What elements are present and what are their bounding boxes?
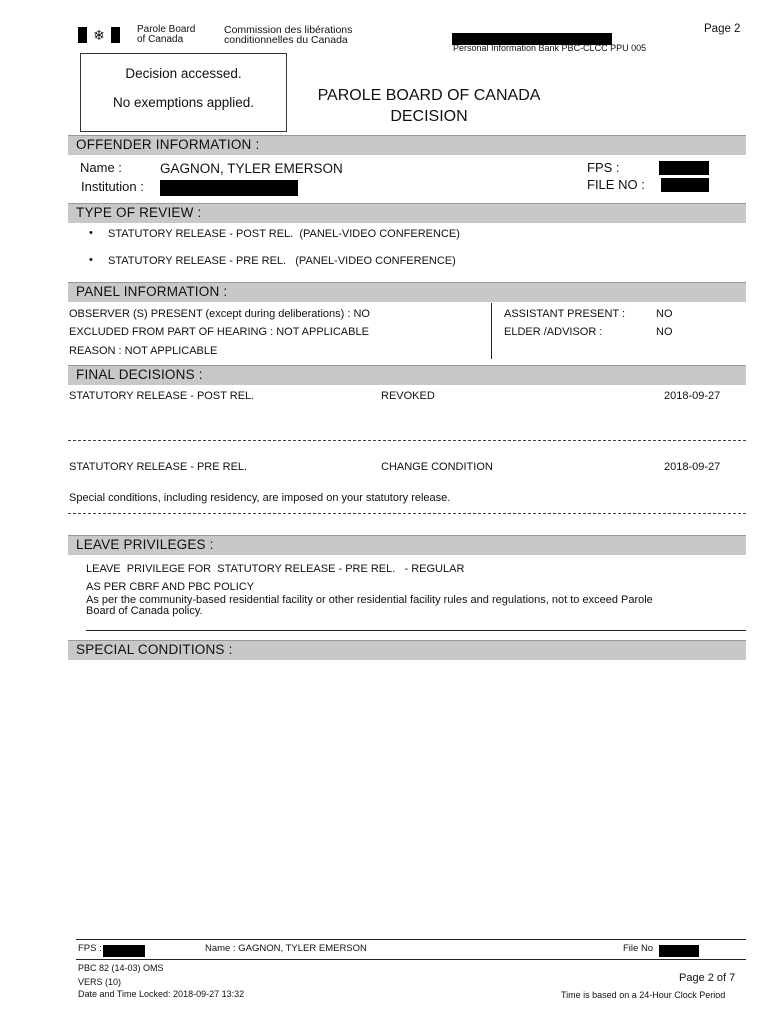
footer-file-label: File No — [623, 943, 654, 954]
redaction-file-no — [661, 178, 709, 192]
final-section-header: FINAL DECISIONS : — [68, 365, 746, 385]
observer-text: OBSERVER (S) PRESENT (except during deliberations) : NO — [69, 308, 370, 320]
leave-line-4: Board of Canada policy. — [86, 605, 203, 617]
pib-text: Personal Information Bank PBC-CLCC PPU 005 — [453, 43, 647, 53]
footer-form: PBC 82 (14-03) OMS — [78, 963, 164, 973]
decision-2-result: CHANGE CONDITION — [381, 461, 493, 473]
name-label: Name : — [80, 160, 122, 175]
decision-1-date: 2018-09-27 — [664, 390, 721, 402]
panel-section-header: PANEL INFORMATION : — [68, 282, 746, 302]
assistant-value: NO — [656, 308, 673, 320]
dashed-separator — [68, 440, 746, 441]
elder-label: ELDER /ADVISOR : — [504, 326, 603, 338]
dashed-separator — [68, 513, 746, 514]
review-item-2: STATUTORY RELEASE - PRE REL. (PANEL-VIDEO CONFERENCE) — [108, 255, 456, 267]
footer-locked: Date and Time Locked: 2018-09-27 13:32 — [78, 989, 245, 999]
access-stamp — [80, 53, 287, 132]
redaction-institution — [160, 180, 298, 196]
page-label: Page 2 — [704, 23, 741, 35]
fps-label: FPS : — [587, 160, 620, 175]
institution-label: Institution : — [81, 179, 144, 194]
footer-fps-label: FPS : — [78, 943, 102, 954]
maple-leaf-icon: ❄ — [93, 27, 105, 43]
offender-name: GAGNON, TYLER EMERSON — [160, 161, 343, 176]
panel-divider — [491, 303, 492, 359]
review-section-header: TYPE OF REVIEW : — [68, 203, 746, 223]
offender-section-header: OFFENDER INFORMATION : — [68, 135, 746, 155]
footer-page: Page 2 of 7 — [679, 972, 736, 984]
footer-vers: VERS (10) — [78, 977, 122, 987]
footer-clock: Time is based on a 24-Hour Clock Period — [561, 990, 726, 1000]
special-section-header: SPECIAL CONDITIONS : — [68, 640, 746, 660]
leave-section-header: LEAVE PRIVILEGES : — [68, 535, 746, 555]
leave-separator — [86, 630, 746, 631]
decision-2-type: STATUTORY RELEASE - PRE REL. — [69, 461, 248, 473]
review-bullet-2: • — [89, 254, 93, 266]
leave-line-3: As per the community-based residential facility or other residential facility rules and regulations, not to exceed Parole — [86, 594, 653, 606]
redaction-footer-fps — [103, 945, 145, 957]
excluded-text: EXCLUDED FROM PART OF HEARING : NOT APPLICABLE — [69, 326, 369, 338]
leave-line-1: LEAVE PRIVILEGE FOR STATUTORY RELEASE - PRE REL. - REGULAR — [86, 563, 465, 575]
file-no-label: FILE NO : — [587, 177, 645, 192]
document-title: PAROLE BOARD OF CANADA DECISION — [317, 87, 541, 125]
leave-line-2: AS PER CBRF AND PBC POLICY — [86, 581, 255, 593]
review-bullet-1: • — [89, 227, 93, 239]
reason-text: REASON : NOT APPLICABLE — [69, 345, 218, 357]
decision-1-result: REVOKED — [381, 390, 435, 402]
footer-name: Name : GAGNON, TYLER EMERSON — [205, 943, 367, 954]
decision-2-date: 2018-09-27 — [664, 461, 721, 473]
canada-flag-logo — [78, 27, 120, 43]
assistant-label: ASSISTANT PRESENT : — [504, 308, 626, 320]
stamp-line-1: Decision accessed. — [125, 66, 242, 81]
elder-value: NO — [656, 326, 673, 338]
board-name-fr: Commission des libérations conditionnelles du Canada — [224, 24, 353, 46]
stamp-line-2: No exemptions applied. — [112, 95, 255, 110]
decision-2-note: Special conditions, including residency, are imposed on your statutory release. — [69, 492, 451, 504]
redaction-footer-file — [659, 945, 699, 957]
redaction-fps — [659, 161, 709, 175]
board-name-en: Parole Board of Canada — [137, 24, 196, 45]
footer-separator — [76, 959, 746, 960]
footer-separator — [76, 939, 746, 940]
review-item-1: STATUTORY RELEASE - POST REL. (PANEL-VIDEO CONFERENCE) — [108, 228, 460, 240]
decision-1-type: STATUTORY RELEASE - POST REL. — [69, 390, 255, 402]
